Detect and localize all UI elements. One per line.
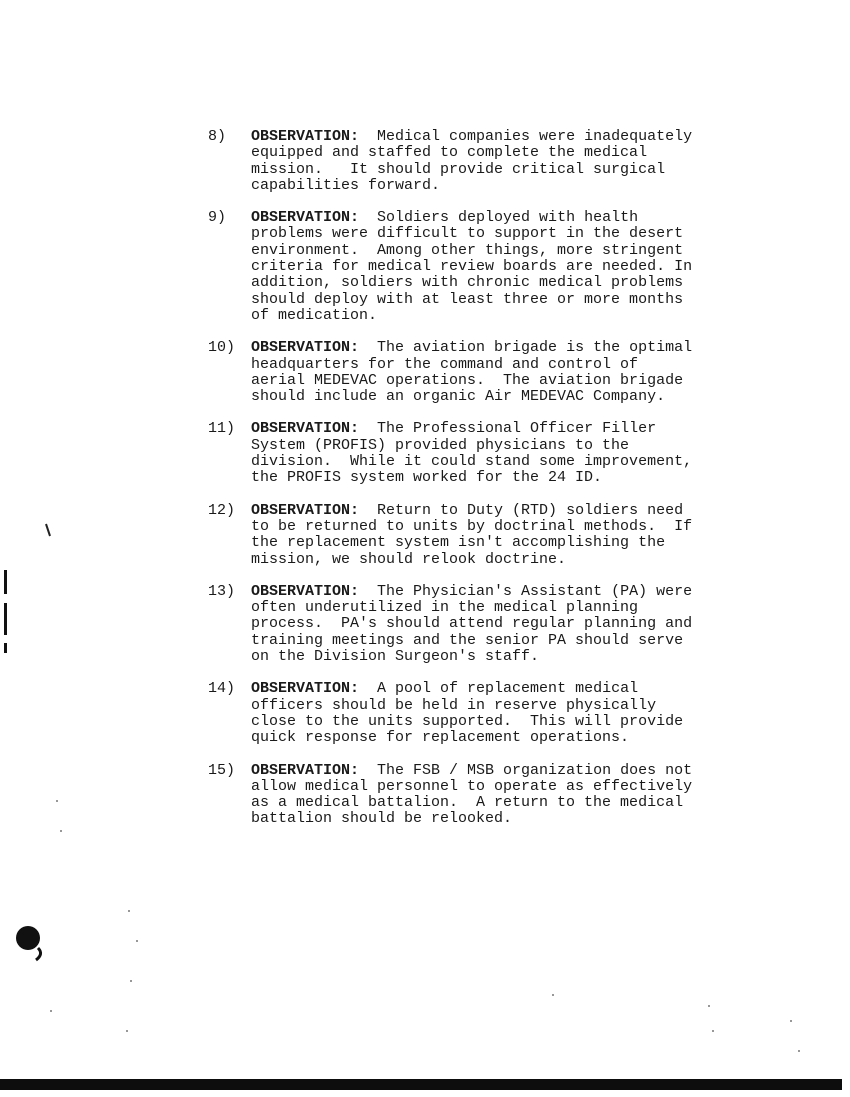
observation-item (208, 681, 768, 746)
observation-text (251, 763, 768, 828)
stray-mark (42, 522, 54, 538)
observation-line: aerial MEDEVAC operations. The aviation brigade (251, 371, 684, 389)
scan-speck (128, 910, 130, 912)
observation-line: close to the units supported. This will provide (251, 712, 684, 730)
observation-number: 14) (208, 680, 236, 698)
observation-line: environment. Among other things, more stringent (251, 241, 684, 259)
bottom-border (0, 1079, 842, 1090)
scan-speck (708, 1005, 710, 1007)
observation-item (208, 763, 768, 828)
observation-first-line: OBSERVATION: The Physician's Assistant (PA) were (251, 582, 693, 600)
observation-line: headquarters for the command and control of (251, 355, 639, 373)
scan-speck (50, 1010, 52, 1012)
scan-speck (126, 1030, 128, 1032)
observation-line: to be returned to units by doctrinal methods. If (251, 517, 693, 535)
observation-first-line: OBSERVATION: Soldiers deployed with health (251, 209, 639, 227)
observation-label: OBSERVATION: (251, 339, 360, 357)
observation-first-line: OBSERVATION: The Professional Officer Filler (251, 420, 657, 438)
scan-speck (136, 940, 138, 942)
observation-label: OBSERVATION: (251, 761, 360, 779)
observation-number: 15) (208, 761, 236, 779)
observation-text (251, 340, 768, 405)
observation-first-line: OBSERVATION: A pool of replacement medical (251, 680, 639, 698)
observation-line: mission, we should relook doctrine. (251, 550, 567, 568)
scan-speck (552, 994, 554, 996)
observation-line: criteria for medical review boards are needed. In (251, 258, 693, 276)
observation-line: should include an organic Air MEDEVAC Company. (251, 388, 666, 406)
observation-line: the PROFIS system worked for the 24 ID. (251, 469, 603, 487)
observation-line: of medication. (251, 306, 378, 324)
observation-first-line: OBSERVATION: The aviation brigade is the optimal (251, 339, 693, 357)
scan-speck (790, 1020, 792, 1022)
observation-first-line: OBSERVATION: Return to Duty (RTD) soldiers need (251, 501, 684, 519)
observation-text (251, 129, 768, 194)
observation-label: OBSERVATION: (251, 680, 360, 698)
observation-list (208, 129, 768, 828)
hole-punch-mark (14, 924, 54, 964)
observation-line: quick response for replacement operations. (251, 729, 630, 747)
scan-speck (60, 830, 62, 832)
observation-item (208, 129, 768, 194)
observation-label: OBSERVATION: (251, 501, 360, 519)
observation-line: training meetings and the senior PA should serve (251, 631, 684, 649)
observation-item (208, 340, 768, 405)
observation-label: OBSERVATION: (251, 128, 360, 145)
observation-line: battalion should be relooked. (251, 810, 513, 828)
observation-line: allow medical personnel to operate as effectively (251, 777, 693, 795)
observation-line: the replacement system isn't accomplishing the (251, 534, 666, 552)
observation-number: 13) (208, 582, 236, 600)
left-margin-bar (4, 570, 7, 594)
observation-item (208, 421, 768, 486)
observation-number: 12) (208, 501, 236, 519)
observation-label: OBSERVATION: (251, 209, 360, 227)
observation-line: System (PROFIS) provided physicians to the (251, 436, 630, 454)
observation-first-line: OBSERVATION: The FSB / MSB organization does not (251, 761, 693, 779)
observation-line: officers should be held in reserve physically (251, 696, 657, 714)
observation-number: 10) (208, 339, 236, 357)
observation-line: often underutilized in the medical planning (251, 599, 639, 617)
observation-number: 9) (208, 209, 227, 227)
observation-number: 11) (208, 420, 236, 438)
observation-line: on the Division Surgeon's staff. (251, 648, 540, 666)
observation-label: OBSERVATION: (251, 420, 360, 438)
observation-line: division. While it could stand some improvement, (251, 453, 693, 471)
scan-speck (130, 980, 132, 982)
observation-line: as a medical battalion. A return to the medical (251, 794, 684, 812)
observation-line: process. PA's should attend regular planning and (251, 615, 693, 633)
left-margin-bar (4, 643, 7, 653)
observation-text (251, 584, 768, 665)
observation-line: problems were difficult to support in the desert (251, 225, 684, 243)
observation-number: 8) (208, 128, 227, 145)
observation-line: addition, soldiers with chronic medical problems (251, 274, 684, 292)
observation-item (208, 503, 768, 568)
scan-speck (56, 800, 58, 802)
observation-text (251, 681, 768, 746)
observation-text (251, 503, 768, 568)
left-margin-bar (4, 603, 7, 635)
observation-line: capabilities forward. (251, 176, 441, 194)
observation-label: OBSERVATION: (251, 582, 360, 600)
observation-line: should deploy with at least three or more months (251, 290, 684, 308)
scan-speck (712, 1030, 714, 1032)
observation-text (251, 210, 768, 324)
observation-line: equipped and staffed to complete the medical (251, 144, 648, 162)
observation-line: mission. It should provide critical surgical (251, 160, 666, 178)
observation-item (208, 210, 768, 324)
observation-item (208, 584, 768, 665)
observation-first-line: OBSERVATION: Medical companies were inadequately (251, 128, 693, 145)
observation-text (251, 421, 768, 486)
scan-speck (798, 1050, 800, 1052)
